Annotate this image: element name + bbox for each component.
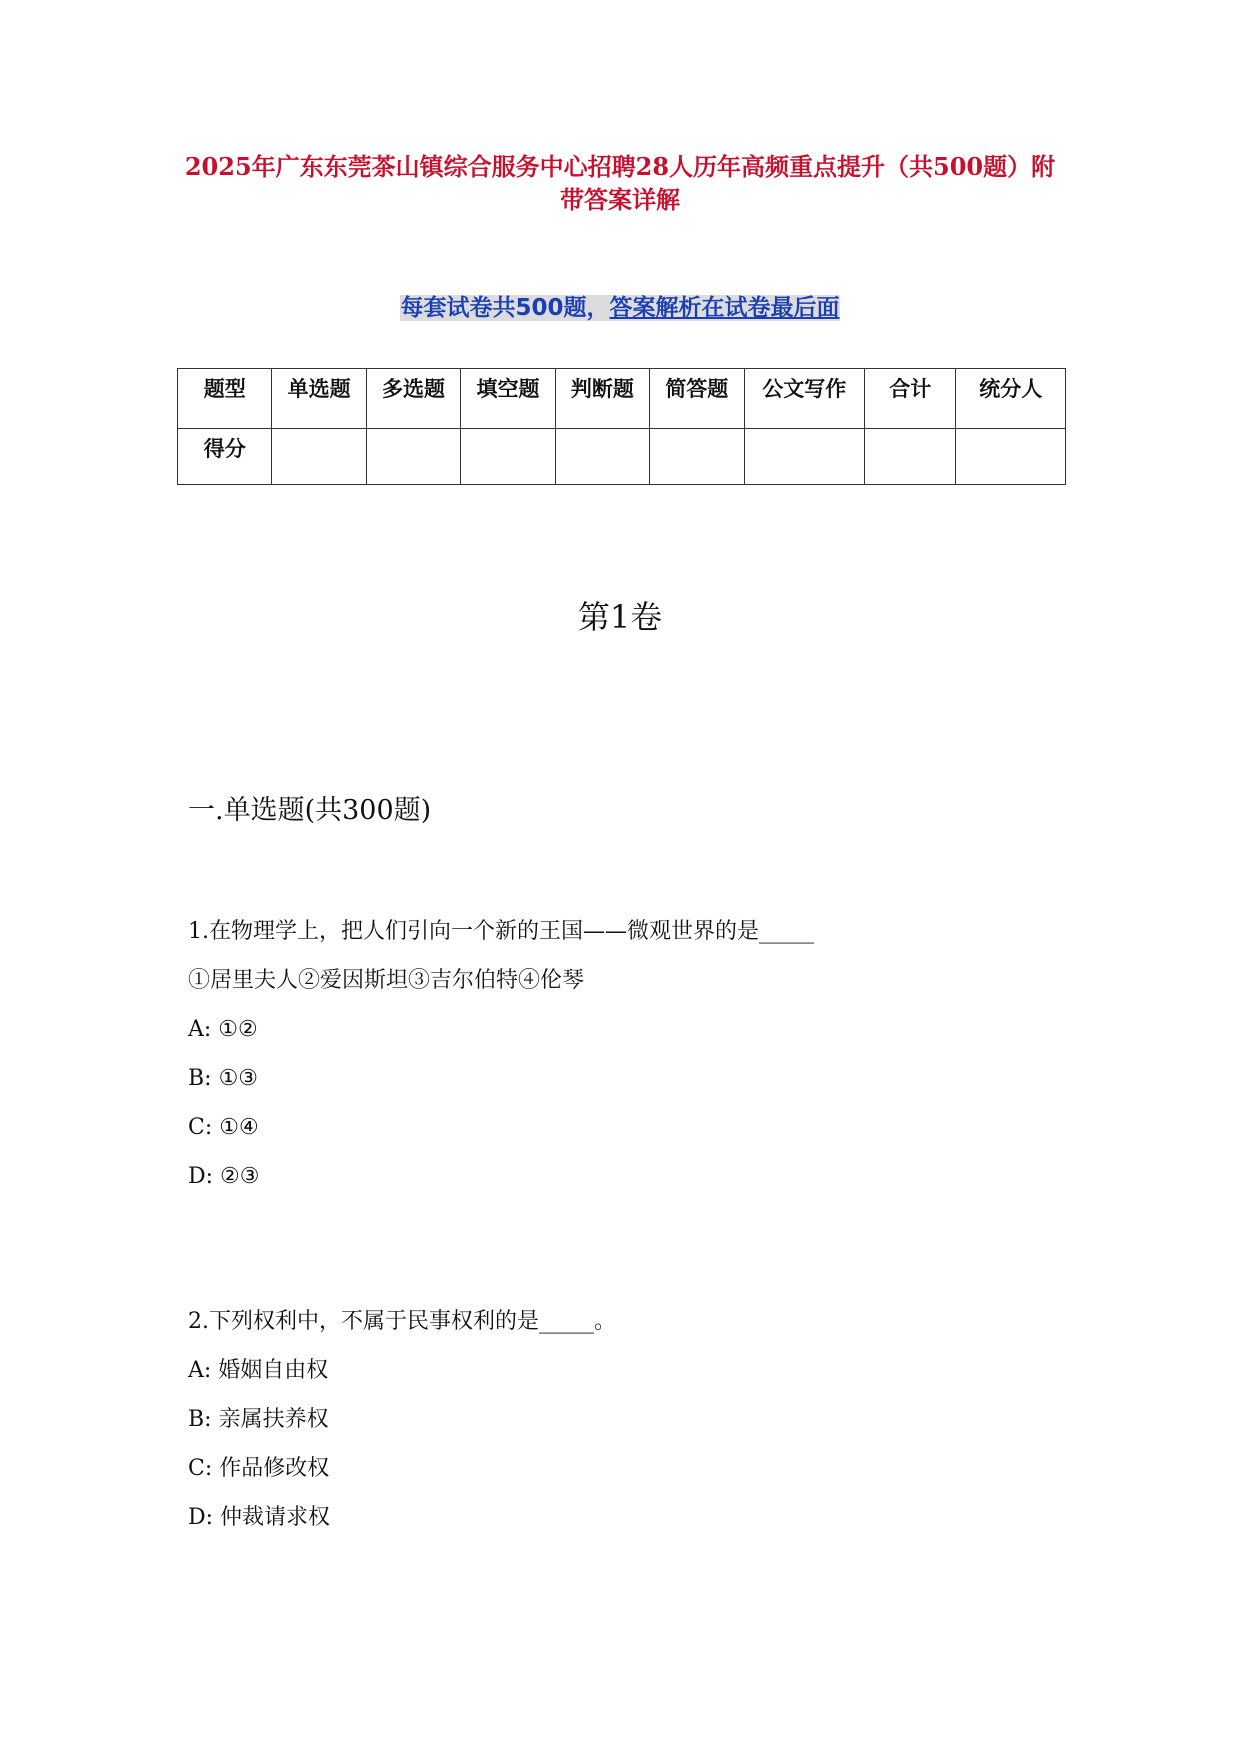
header-total: 合计	[865, 369, 956, 429]
option-b: B: 亲属扶养权	[188, 1407, 329, 1432]
header-single-choice: 单选题	[272, 369, 366, 429]
score-cell	[650, 429, 744, 485]
section-title: 一.单选题(共300题)	[188, 795, 432, 826]
option-d: D: ②③	[188, 1164, 260, 1189]
header-scorer: 统分人	[956, 369, 1066, 429]
option-a: A: 婚姻自由权	[188, 1358, 329, 1383]
document-title: 2025年广东东莞茶山镇综合服务中心招聘28人历年高频重点提升（共500题）附带答案详解	[184, 152, 1056, 214]
score-table	[177, 368, 1066, 485]
score-cell	[461, 429, 555, 485]
question-statements: ①居里夫人②爱因斯坦③吉尔伯特④伦琴	[188, 968, 585, 993]
score-table-header-row	[178, 369, 1066, 429]
score-cell	[272, 429, 366, 485]
option-c: C: ①④	[188, 1115, 259, 1140]
header-question-type: 题型	[178, 369, 272, 429]
question-1	[188, 907, 1088, 1201]
question-stem: 1.在物理学上，把人们引向一个新的王国——微观世界的是_____	[188, 919, 814, 944]
header-short-answer: 简答题	[650, 369, 744, 429]
option-a: A: ①②	[188, 1017, 258, 1042]
score-row-label: 得分	[178, 429, 272, 485]
answer-explanation-link[interactable]: 答案解析在试卷最后面	[609, 295, 840, 321]
volume-title: 第1卷	[577, 598, 663, 636]
score-cell	[555, 429, 649, 485]
header-fill-blank: 填空题	[461, 369, 555, 429]
question-stem: 2.下列权利中，不属于民事权利的是_____。	[188, 1309, 616, 1334]
header-multiple-choice: 多选题	[366, 369, 460, 429]
answer-location-note	[180, 292, 1060, 324]
question-2	[188, 1297, 1088, 1542]
header-true-false: 判断题	[555, 369, 649, 429]
option-b: B: ①③	[188, 1066, 259, 1091]
score-table-score-row	[178, 429, 1066, 485]
score-cell	[744, 429, 865, 485]
score-cell	[366, 429, 460, 485]
question-count-note: 每套试卷共500题，	[400, 295, 610, 321]
score-cell	[956, 429, 1066, 485]
option-c: C: 作品修改权	[188, 1456, 330, 1481]
option-d: D: 仲裁请求权	[188, 1505, 331, 1530]
score-cell	[865, 429, 956, 485]
header-official-writing: 公文写作	[744, 369, 865, 429]
